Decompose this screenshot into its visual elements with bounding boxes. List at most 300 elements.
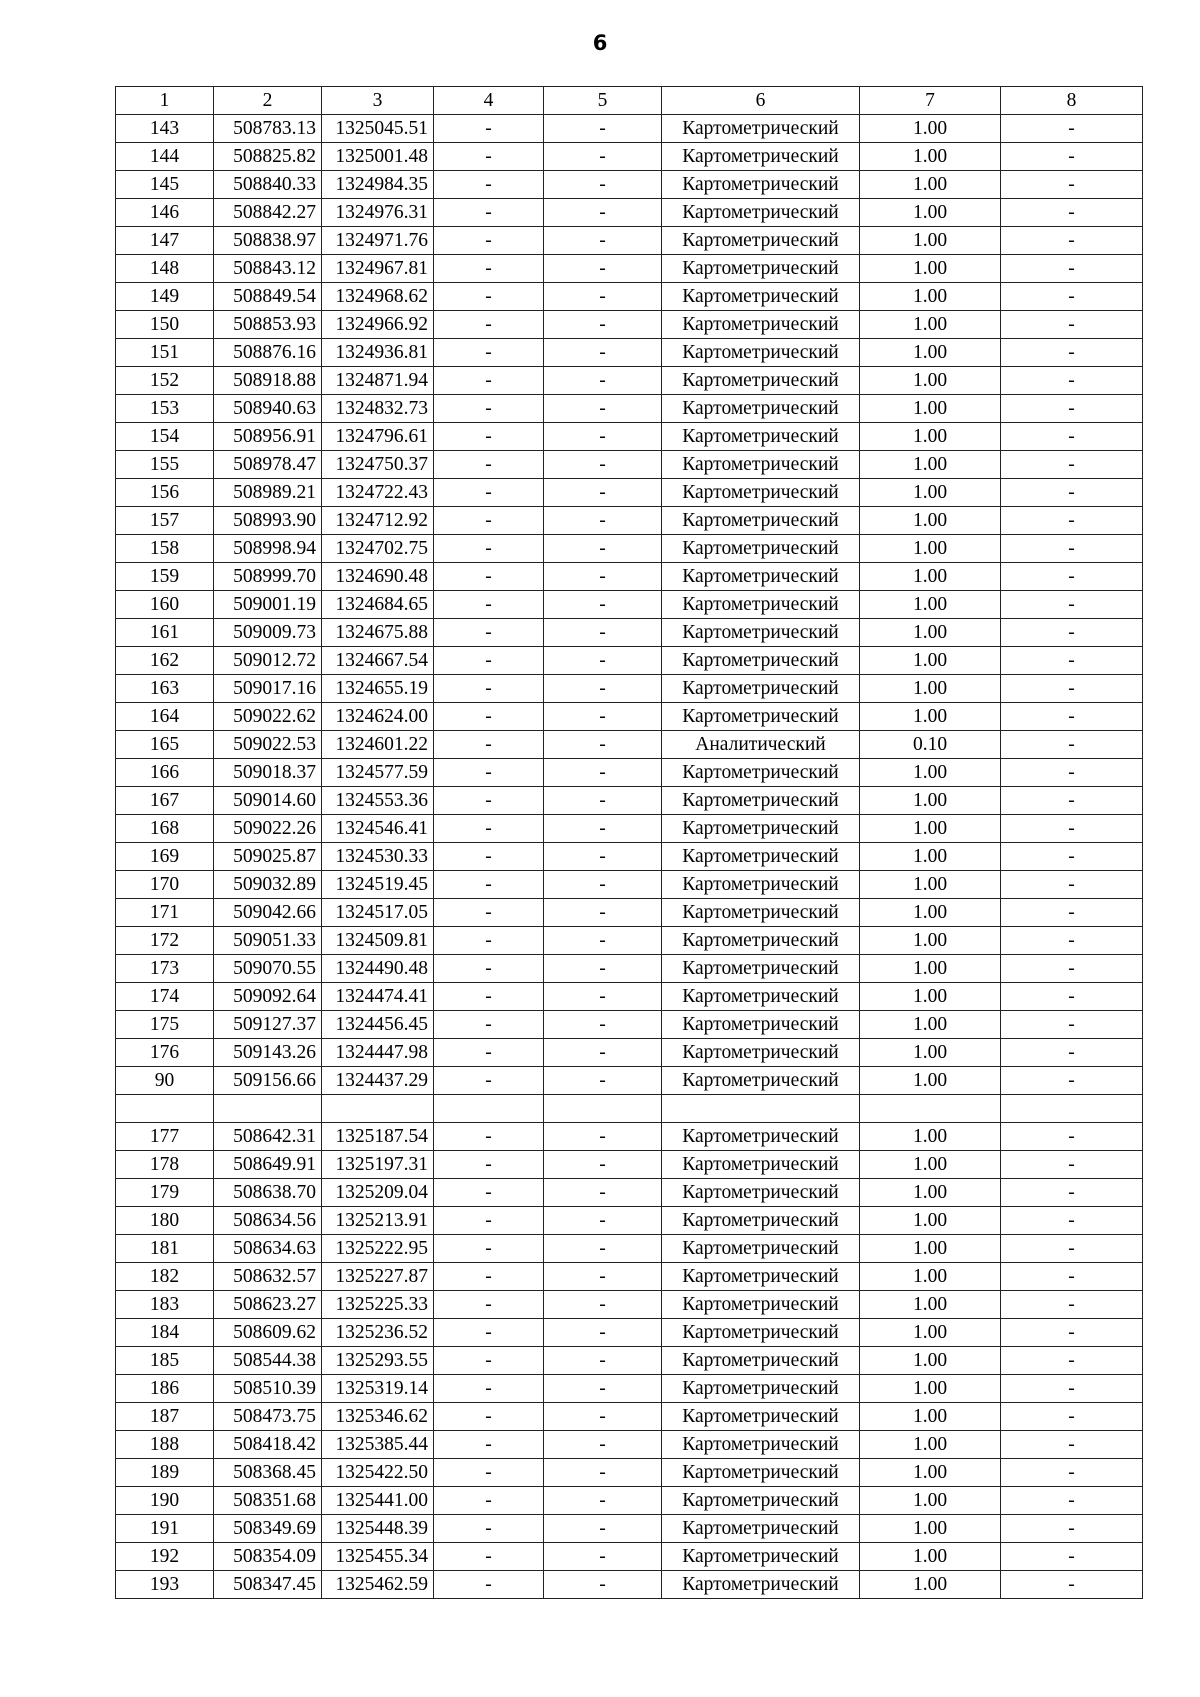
table-cell: 1324530.33 <box>322 843 434 871</box>
table-cell: 1324750.37 <box>322 451 434 479</box>
column-header: 5 <box>544 87 662 115</box>
table-cell: 175 <box>116 1011 214 1039</box>
table-row <box>116 563 1143 591</box>
table-cell: 159 <box>116 563 214 591</box>
table-cell: 509143.26 <box>214 1039 322 1067</box>
table-row <box>116 1067 1143 1095</box>
table-cell: - <box>434 1515 544 1543</box>
table-cell: 153 <box>116 395 214 423</box>
table-cell: - <box>434 843 544 871</box>
table-cell: 166 <box>116 759 214 787</box>
table-cell: - <box>544 1179 662 1207</box>
table-cell: 188 <box>116 1431 214 1459</box>
table-cell: - <box>1001 1291 1143 1319</box>
table-cell: Картометрический <box>662 983 860 1011</box>
table-cell: - <box>1001 1123 1143 1151</box>
table-cell: 508876.16 <box>214 339 322 367</box>
table-cell: 1325455.34 <box>322 1543 434 1571</box>
table-cell: 154 <box>116 423 214 451</box>
table-cell: Картометрический <box>662 1235 860 1263</box>
table-cell: 1324712.92 <box>322 507 434 535</box>
table-cell: 1.00 <box>860 1179 1001 1207</box>
table-row <box>116 871 1143 899</box>
table-cell: 1325187.54 <box>322 1123 434 1151</box>
table-cell: Картометрический <box>662 227 860 255</box>
table-cell: - <box>434 1487 544 1515</box>
table-cell: Картометрический <box>662 955 860 983</box>
table-cell: 508840.33 <box>214 171 322 199</box>
table-cell: 1324690.48 <box>322 563 434 591</box>
table-cell: Картометрический <box>662 647 860 675</box>
table-cell: 1.00 <box>860 703 1001 731</box>
table-cell: - <box>434 1067 544 1095</box>
table-cell: - <box>434 899 544 927</box>
table-cell: 1.00 <box>860 283 1001 311</box>
table-cell: - <box>434 1235 544 1263</box>
table-cell: 143 <box>116 115 214 143</box>
table-row <box>116 1571 1143 1599</box>
table-cell: 1.00 <box>860 143 1001 171</box>
table-row <box>116 339 1143 367</box>
table-row <box>116 255 1143 283</box>
table-cell: 1324553.36 <box>322 787 434 815</box>
table-cell: 508351.68 <box>214 1487 322 1515</box>
table-cell: - <box>1001 1179 1143 1207</box>
table-cell: - <box>434 199 544 227</box>
table-row <box>116 227 1143 255</box>
table-cell: - <box>544 731 662 759</box>
table-cell: - <box>544 507 662 535</box>
table-cell: - <box>1001 591 1143 619</box>
table-cell: - <box>544 255 662 283</box>
table-cell: 1.00 <box>860 1207 1001 1235</box>
table-row <box>116 983 1143 1011</box>
table-cell: 1.00 <box>860 367 1001 395</box>
table-cell: Картометрический <box>662 1263 860 1291</box>
table-cell: 1324702.75 <box>322 535 434 563</box>
table-cell: - <box>434 871 544 899</box>
table-cell: 156 <box>116 479 214 507</box>
table-cell: - <box>434 367 544 395</box>
table-cell: 148 <box>116 255 214 283</box>
table-cell: 508842.27 <box>214 199 322 227</box>
table-cell: - <box>1001 955 1143 983</box>
table-cell: - <box>434 1263 544 1291</box>
table-cell: 508354.09 <box>214 1543 322 1571</box>
table-row <box>116 899 1143 927</box>
table-cell: 1.00 <box>860 311 1001 339</box>
table-cell: Картометрический <box>662 815 860 843</box>
table-cell: 144 <box>116 143 214 171</box>
table-cell: 1325346.62 <box>322 1403 434 1431</box>
table-cell: 1.00 <box>860 759 1001 787</box>
table-cell: - <box>1001 451 1143 479</box>
table-cell: 152 <box>116 367 214 395</box>
table-cell: Картометрический <box>662 759 860 787</box>
table-cell: 1324968.62 <box>322 283 434 311</box>
table-cell: 169 <box>116 843 214 871</box>
table-row <box>116 1123 1143 1151</box>
table-row <box>116 815 1143 843</box>
table-cell: 508783.13 <box>214 115 322 143</box>
table-row <box>116 479 1143 507</box>
table-row <box>116 1347 1143 1375</box>
table-cell: 1324667.54 <box>322 647 434 675</box>
table-cell: - <box>544 339 662 367</box>
table-cell: 1.00 <box>860 339 1001 367</box>
table-row <box>116 1459 1143 1487</box>
table-cell: - <box>1001 1151 1143 1179</box>
table-cell: - <box>434 1543 544 1571</box>
table-cell: 508347.45 <box>214 1571 322 1599</box>
table-cell: 1324936.81 <box>322 339 434 367</box>
coordinates-table <box>115 86 1143 1599</box>
table-cell: 509022.53 <box>214 731 322 759</box>
table-cell: - <box>544 1319 662 1347</box>
table-cell: 1324456.45 <box>322 1011 434 1039</box>
table-cell: 1324971.76 <box>322 227 434 255</box>
table-row <box>116 199 1143 227</box>
table-row <box>116 423 1143 451</box>
table-cell: 1.00 <box>860 115 1001 143</box>
table-cell: 509051.33 <box>214 927 322 955</box>
table-cell: 1.00 <box>860 1123 1001 1151</box>
table-cell: 1.00 <box>860 563 1001 591</box>
table-cell: - <box>544 535 662 563</box>
table-cell: Картометрический <box>662 1375 860 1403</box>
table-cell: 162 <box>116 647 214 675</box>
table-body <box>116 115 1143 1599</box>
table-cell: - <box>434 1291 544 1319</box>
table-cell: 185 <box>116 1347 214 1375</box>
table-cell: 508638.70 <box>214 1179 322 1207</box>
table-cell: 508544.38 <box>214 1347 322 1375</box>
table-row <box>116 1039 1143 1067</box>
table-cell: - <box>544 1235 662 1263</box>
table-cell: 1.00 <box>860 619 1001 647</box>
table-cell: 508849.54 <box>214 283 322 311</box>
table-cell: 1.00 <box>860 927 1001 955</box>
table-cell: Картометрический <box>662 1319 860 1347</box>
table-cell: 1.00 <box>860 507 1001 535</box>
table-cell: - <box>1001 675 1143 703</box>
table-cell: 508825.82 <box>214 143 322 171</box>
table-row <box>116 171 1143 199</box>
table-cell: - <box>434 311 544 339</box>
table-cell: Картометрический <box>662 1291 860 1319</box>
table-cell: 1.00 <box>860 1459 1001 1487</box>
table-cell: 509012.72 <box>214 647 322 675</box>
table-cell: - <box>544 1375 662 1403</box>
table-cell: - <box>1001 115 1143 143</box>
table-cell: 160 <box>116 591 214 619</box>
table-cell: 1324967.81 <box>322 255 434 283</box>
table-cell: Картометрический <box>662 703 860 731</box>
table-row <box>116 451 1143 479</box>
table-cell: 147 <box>116 227 214 255</box>
table-cell: 173 <box>116 955 214 983</box>
table-cell: Картометрический <box>662 171 860 199</box>
table-cell: - <box>434 339 544 367</box>
table-cell: Картометрический <box>662 563 860 591</box>
table-cell: 1.00 <box>860 479 1001 507</box>
table-cell: - <box>1001 395 1143 423</box>
table-row <box>116 591 1143 619</box>
table-cell: - <box>1001 367 1143 395</box>
table-cell: 1.00 <box>860 1263 1001 1291</box>
table-cell: - <box>434 1431 544 1459</box>
table-cell: - <box>544 619 662 647</box>
table-cell: Картометрический <box>662 395 860 423</box>
table-cell: 508918.88 <box>214 367 322 395</box>
table-cell: Картометрический <box>662 591 860 619</box>
table-row <box>116 1263 1143 1291</box>
table-cell: - <box>434 647 544 675</box>
column-header: 3 <box>322 87 434 115</box>
table-cell: - <box>1001 899 1143 927</box>
table-cell: - <box>544 815 662 843</box>
table-cell: 170 <box>116 871 214 899</box>
table-cell: 183 <box>116 1291 214 1319</box>
table-cell: - <box>1001 1347 1143 1375</box>
table-cell: 1.00 <box>860 199 1001 227</box>
table-cell: 1325422.50 <box>322 1459 434 1487</box>
table-cell: - <box>544 1487 662 1515</box>
table-cell: - <box>434 1459 544 1487</box>
table-cell: 176 <box>116 1039 214 1067</box>
table-cell: - <box>544 283 662 311</box>
table-cell: 149 <box>116 283 214 311</box>
table-header-row <box>116 87 1143 115</box>
table-cell: - <box>1001 339 1143 367</box>
table-cell: 1.00 <box>860 843 1001 871</box>
table-cell: 187 <box>116 1403 214 1431</box>
table-cell: 1324984.35 <box>322 171 434 199</box>
table-cell: - <box>434 395 544 423</box>
table-cell: 1.00 <box>860 1235 1001 1263</box>
column-header: 1 <box>116 87 214 115</box>
table-cell: Картометрический <box>662 899 860 927</box>
table-cell: 508642.31 <box>214 1123 322 1151</box>
table-cell: - <box>544 143 662 171</box>
table-cell: - <box>1001 1067 1143 1095</box>
table-cell: 1.00 <box>860 1571 1001 1599</box>
table-cell: 508956.91 <box>214 423 322 451</box>
table-cell: Аналитический <box>662 731 860 759</box>
table-cell <box>860 1095 1001 1123</box>
table-cell: 1324675.88 <box>322 619 434 647</box>
column-header: 6 <box>662 87 860 115</box>
table-cell: - <box>1001 479 1143 507</box>
table-cell: - <box>1001 1375 1143 1403</box>
table-cell: 1.00 <box>860 591 1001 619</box>
table-cell: Картометрический <box>662 1207 860 1235</box>
table-cell: Картометрический <box>662 1431 860 1459</box>
table-cell: Картометрический <box>662 787 860 815</box>
table-cell: Картометрический <box>662 339 860 367</box>
table-row <box>116 843 1143 871</box>
table-cell: 1.00 <box>860 815 1001 843</box>
table-cell: Картометрический <box>662 535 860 563</box>
table-cell: - <box>434 787 544 815</box>
table-cell: - <box>434 703 544 731</box>
table-cell: - <box>1001 423 1143 451</box>
table-cell: 1.00 <box>860 787 1001 815</box>
table-row <box>116 1375 1143 1403</box>
table-cell: - <box>544 843 662 871</box>
table-row <box>116 1515 1143 1543</box>
table-row <box>116 311 1143 339</box>
table-cell: Картометрический <box>662 1515 860 1543</box>
table-cell: - <box>544 1543 662 1571</box>
table-row <box>116 1151 1143 1179</box>
table-cell: 508843.12 <box>214 255 322 283</box>
table-cell: 1.00 <box>860 1291 1001 1319</box>
table-cell: - <box>1001 1459 1143 1487</box>
table-cell: - <box>544 1515 662 1543</box>
column-header: 8 <box>1001 87 1143 115</box>
table-cell <box>322 1095 434 1123</box>
table-cell: - <box>544 759 662 787</box>
table-cell: - <box>434 115 544 143</box>
table-cell: 0.10 <box>860 731 1001 759</box>
table-cell: 1325222.95 <box>322 1235 434 1263</box>
table-cell: - <box>544 423 662 451</box>
table-cell: 1.00 <box>860 227 1001 255</box>
table-cell: - <box>434 227 544 255</box>
table-cell: 509127.37 <box>214 1011 322 1039</box>
table-cell: 508418.42 <box>214 1431 322 1459</box>
table-cell: - <box>544 1123 662 1151</box>
table-cell: - <box>544 1067 662 1095</box>
table-cell: - <box>434 983 544 1011</box>
table-cell: 508632.57 <box>214 1263 322 1291</box>
table-cell: - <box>544 703 662 731</box>
table-cell: - <box>544 1403 662 1431</box>
table-row <box>116 1403 1143 1431</box>
table-cell: - <box>434 759 544 787</box>
table-cell: - <box>434 1039 544 1067</box>
table-cell: 508999.70 <box>214 563 322 591</box>
table-cell: 182 <box>116 1263 214 1291</box>
table-cell: - <box>434 283 544 311</box>
table-cell: - <box>434 1123 544 1151</box>
table-cell: Картометрический <box>662 1543 860 1571</box>
table-cell: - <box>434 563 544 591</box>
table-cell: 90 <box>116 1067 214 1095</box>
table-cell: 509156.66 <box>214 1067 322 1095</box>
table-cell: 1.00 <box>860 423 1001 451</box>
table-cell: 1324474.41 <box>322 983 434 1011</box>
table-cell: - <box>1001 983 1143 1011</box>
table-cell: 1.00 <box>860 675 1001 703</box>
table-row <box>116 759 1143 787</box>
table-cell: 1324966.92 <box>322 311 434 339</box>
table-cell: Картометрический <box>662 1459 860 1487</box>
table-cell: 1.00 <box>860 451 1001 479</box>
table-cell: Картометрический <box>662 871 860 899</box>
table-cell: 181 <box>116 1235 214 1263</box>
table-cell: - <box>1001 507 1143 535</box>
column-header: 2 <box>214 87 322 115</box>
table-cell: 508473.75 <box>214 1403 322 1431</box>
table-cell: 193 <box>116 1571 214 1599</box>
table-cell: - <box>1001 1011 1143 1039</box>
table-cell: 161 <box>116 619 214 647</box>
table-cell <box>214 1095 322 1123</box>
table-cell: 508993.90 <box>214 507 322 535</box>
table-cell: - <box>1001 199 1143 227</box>
table-cell: Картометрический <box>662 199 860 227</box>
table-cell: - <box>1001 815 1143 843</box>
table-row <box>116 395 1143 423</box>
table-cell: Картометрический <box>662 1571 860 1599</box>
table-cell: 508989.21 <box>214 479 322 507</box>
table-cell: Картометрический <box>662 675 860 703</box>
table-cell: - <box>1001 227 1143 255</box>
table-cell: 1325441.00 <box>322 1487 434 1515</box>
table-row <box>116 1207 1143 1235</box>
table-cell: 1.00 <box>860 1403 1001 1431</box>
table-cell: - <box>544 171 662 199</box>
table-cell: 184 <box>116 1319 214 1347</box>
table-cell: - <box>1001 311 1143 339</box>
table-cell: 1.00 <box>860 1067 1001 1095</box>
table-cell: - <box>434 451 544 479</box>
table-cell: - <box>1001 731 1143 759</box>
table-cell: - <box>434 1207 544 1235</box>
table-row <box>116 1291 1143 1319</box>
table-cell: - <box>434 675 544 703</box>
table-cell: 163 <box>116 675 214 703</box>
table-cell: - <box>544 199 662 227</box>
table-cell: - <box>1001 1039 1143 1067</box>
table-cell: 179 <box>116 1179 214 1207</box>
table-cell: 1.00 <box>860 1151 1001 1179</box>
table-cell: - <box>1001 759 1143 787</box>
table-cell: 1.00 <box>860 1543 1001 1571</box>
table-cell: 508853.93 <box>214 311 322 339</box>
table-cell: - <box>544 451 662 479</box>
table-cell: 1324871.94 <box>322 367 434 395</box>
table-cell: 1324684.65 <box>322 591 434 619</box>
table-row <box>116 955 1143 983</box>
table-cell: Картометрический <box>662 255 860 283</box>
table-cell: - <box>544 367 662 395</box>
table-cell: - <box>544 563 662 591</box>
table-cell: 1325209.04 <box>322 1179 434 1207</box>
table-cell: 1.00 <box>860 1347 1001 1375</box>
table-cell: - <box>544 311 662 339</box>
table-cell <box>116 1095 214 1123</box>
table-row <box>116 1543 1143 1571</box>
table-cell: 164 <box>116 703 214 731</box>
table-cell: 191 <box>116 1515 214 1543</box>
table-cell: 1.00 <box>860 1515 1001 1543</box>
table-cell <box>1001 1095 1143 1123</box>
table-cell: 508978.47 <box>214 451 322 479</box>
table-row <box>116 675 1143 703</box>
table-cell: 1325385.44 <box>322 1431 434 1459</box>
table-cell: - <box>544 1207 662 1235</box>
table-cell: 1.00 <box>860 983 1001 1011</box>
table-row <box>116 703 1143 731</box>
table-cell: - <box>544 899 662 927</box>
table-cell: - <box>544 955 662 983</box>
table-cell: 174 <box>116 983 214 1011</box>
table-cell: - <box>434 1347 544 1375</box>
table-cell: 509032.89 <box>214 871 322 899</box>
